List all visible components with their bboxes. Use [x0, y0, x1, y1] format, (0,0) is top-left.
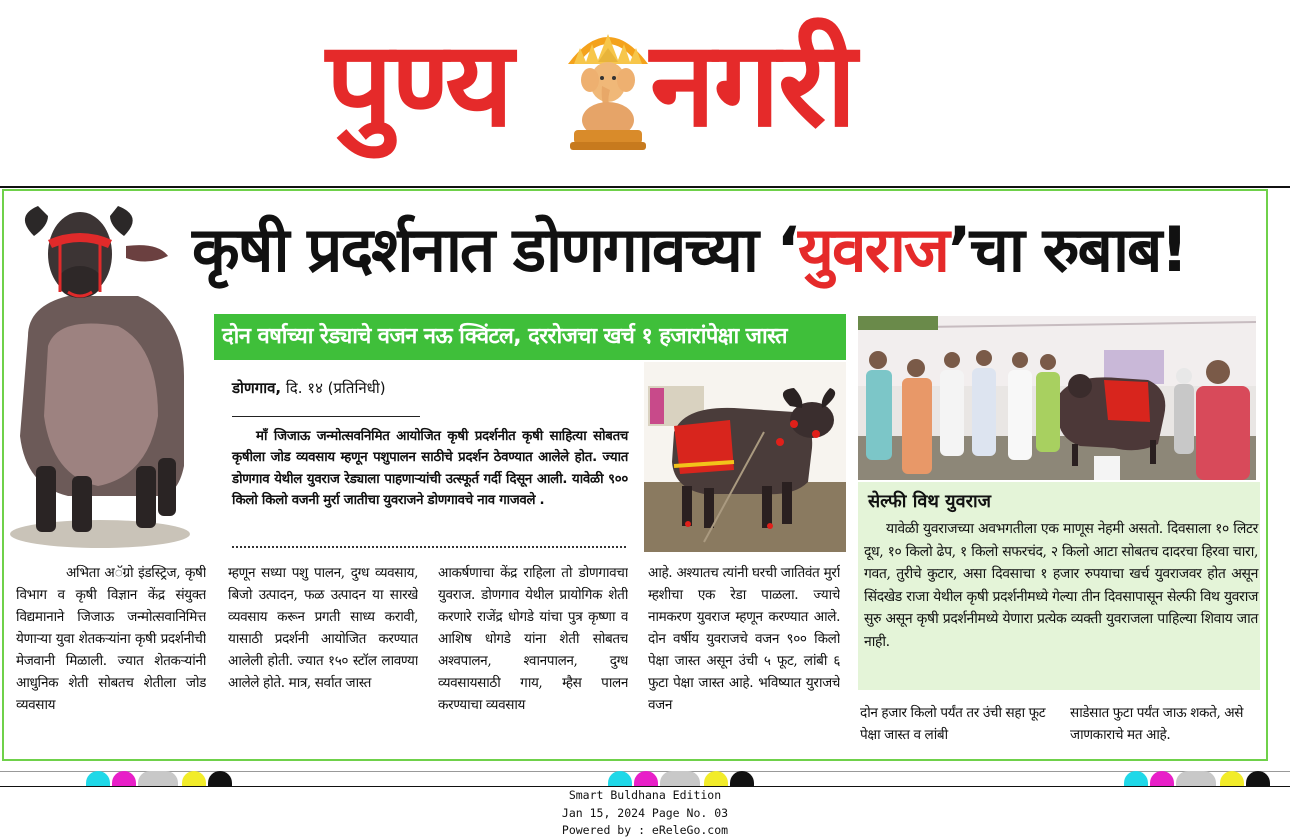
ganesha-emblem-icon: [560, 12, 656, 152]
body-column-3: आकर्षणाचा केंद्र राहिला तो डोणगावचा युवराज. डोणगाव येथील प्रायोगिक शेती करणारे राजेंद्र धोगडे यांचा पुत्र कृष्णा व आशिष धोगडे यांना शेती सोबतच अश्वपालन, श्वानपालन, दुग्ध व्यवसायसाठी गाय, म्हैस पालन करण्याचा व्यवसाय: [438, 565, 628, 713]
lead-paragraph: माँ जिजाऊ जन्मोत्सवनिमित आयोजित कृषी प्रदर्शनीत कृषी साहित्या सोबतच कृषीला जोड व्यवसाय म्हणून पशुपालन साठीचे प्रदर्शन ठेवण्यात आलेले होत. ज्यात डोणगाव येथील युवराज रेड्याला पाहणाऱ्यांची उत्स्फूर्त गर्दी दिसून आली. यावेळी ९०० किलो किलो वजनी मुर्रा जातीचा युवराजने डोणगावचे नाव गाजवले .: [232, 429, 628, 509]
masthead-title-right: नगरी: [650, 15, 855, 153]
continuation-text-right: साडेसात फुटा पर्यंत जाऊ शकते, असे जाणकाराचे मत आहे.: [1070, 705, 1244, 743]
body-column-4: आहे. अश्यातच त्यांनी घरची जातिवंत मुर्रा म्हशीचा एक रेडा पाळला. ज्याचे नामकरण युवराज म्हणून करण्यात आले. दोन वर्षीय युवराजचे वजन ९०० किलो पेक्षा जास्त असून उंची ५ फूट, लांबी ६ फुटा पेक्षा जास्त आहे. भविष्यात युराजचे वजन: [648, 565, 840, 713]
masthead-divider: [0, 186, 1290, 188]
dateline-divider: [232, 416, 420, 417]
edition-name: Smart Buldhana Edition: [568, 788, 722, 802]
dateline: [232, 378, 386, 398]
edition-date-page: Jan 15, 2024 Page No. 03: [561, 805, 729, 820]
dateline-place: डोणगाव,: [232, 379, 282, 397]
decorated-bull-photo: [644, 362, 846, 552]
sidebar-box: [858, 482, 1260, 690]
masthead-title-left: पुण्य: [326, 15, 512, 153]
headline-text-end: ’चा रुबाब!: [947, 213, 1187, 286]
powered-by-link[interactable]: Powered by : eReleGo.com: [561, 823, 729, 837]
registration-marks-center: [608, 771, 758, 787]
body-column-2: म्हणून सध्या पशु पालन, दुग्ध व्यवसाय, बिजो उत्पादन, फळ उत्पादन या सारखे व्यवसाय करून प्रगती साध्य करावी, यासाठी प्रदर्शनी आयोजित करण्यात आलेली होती. ज्यात १५० स्टॉल लावण्या आलेले होते. मात्र, सर्वात जास्त: [228, 565, 418, 691]
subheadline-banner: दोन वर्षाच्या रेड्याचे वजन नऊ क्विंटल, दररोजचा खर्च १ हजारांपेक्षा जास्त: [214, 314, 846, 360]
headline-accent-name: युवराज: [798, 213, 948, 286]
buffalo-bull-photo: [8, 196, 190, 548]
body-column-1: अभिता अॅग्रो इंडस्ट्रिज, कृषी विभाग व कृषी विज्ञान केंद्र संयुक्त विद्यमानाने जिजाऊ जन्मोत्सवानिमित्त येणाऱ्या युवा शेतकऱ्यांना कृषी प्रदर्शनीची मेजवानी मिळाली. ज्यात शेतकऱ्यांनी आधुनिक शेती सोबतच शेतीला जोड व्यवसाय: [16, 565, 206, 713]
crowd-with-bull-photo: [858, 316, 1256, 480]
headline: [192, 200, 1262, 300]
masthead: [0, 0, 1290, 186]
lead-divider: [232, 546, 626, 548]
registration-marks-left: [86, 771, 236, 787]
registration-marks-right: [1124, 771, 1274, 787]
sidebar-title: सेल्फी विथ युवराज: [868, 491, 991, 512]
continuation-text-left: दोन हजार किलो पर्यंत तर उंची सहा फूट पेक्षा जास्त व लांबी: [860, 705, 1046, 743]
dateline-details: दि. १४ (प्रतिनिधी): [281, 379, 386, 397]
headline-text: कृषी प्रदर्शनात डोणगावच्या ‘: [192, 213, 799, 286]
edition-footer: [0, 787, 1290, 840]
sidebar-body: यावेळी युवराजच्या अवभगतीला एक माणूस नेहमी असतो. दिवसाला १० लिटर दूध, १० किलो ढेप, १ किलो सफरचंद, २ किलो आटा सोबतच दादरचा हिरवा चारा, गवत, तुरीचे कुटार, असा दिवसाचा १ हजार रुपयाचा खर्च युवराजवर होत असून सिंदखेड राजा येथील कृषी प्रदर्शनीमध्ये गेल्या तीन दिवसापासून सेल्फी विथ युवराज सुरु असून कृषी प्रदर्शनीमध्ये येणारा प्रत्येक व्यक्ती युवराजला पाहिल्या शिवाय जात नाही.: [864, 521, 1258, 650]
